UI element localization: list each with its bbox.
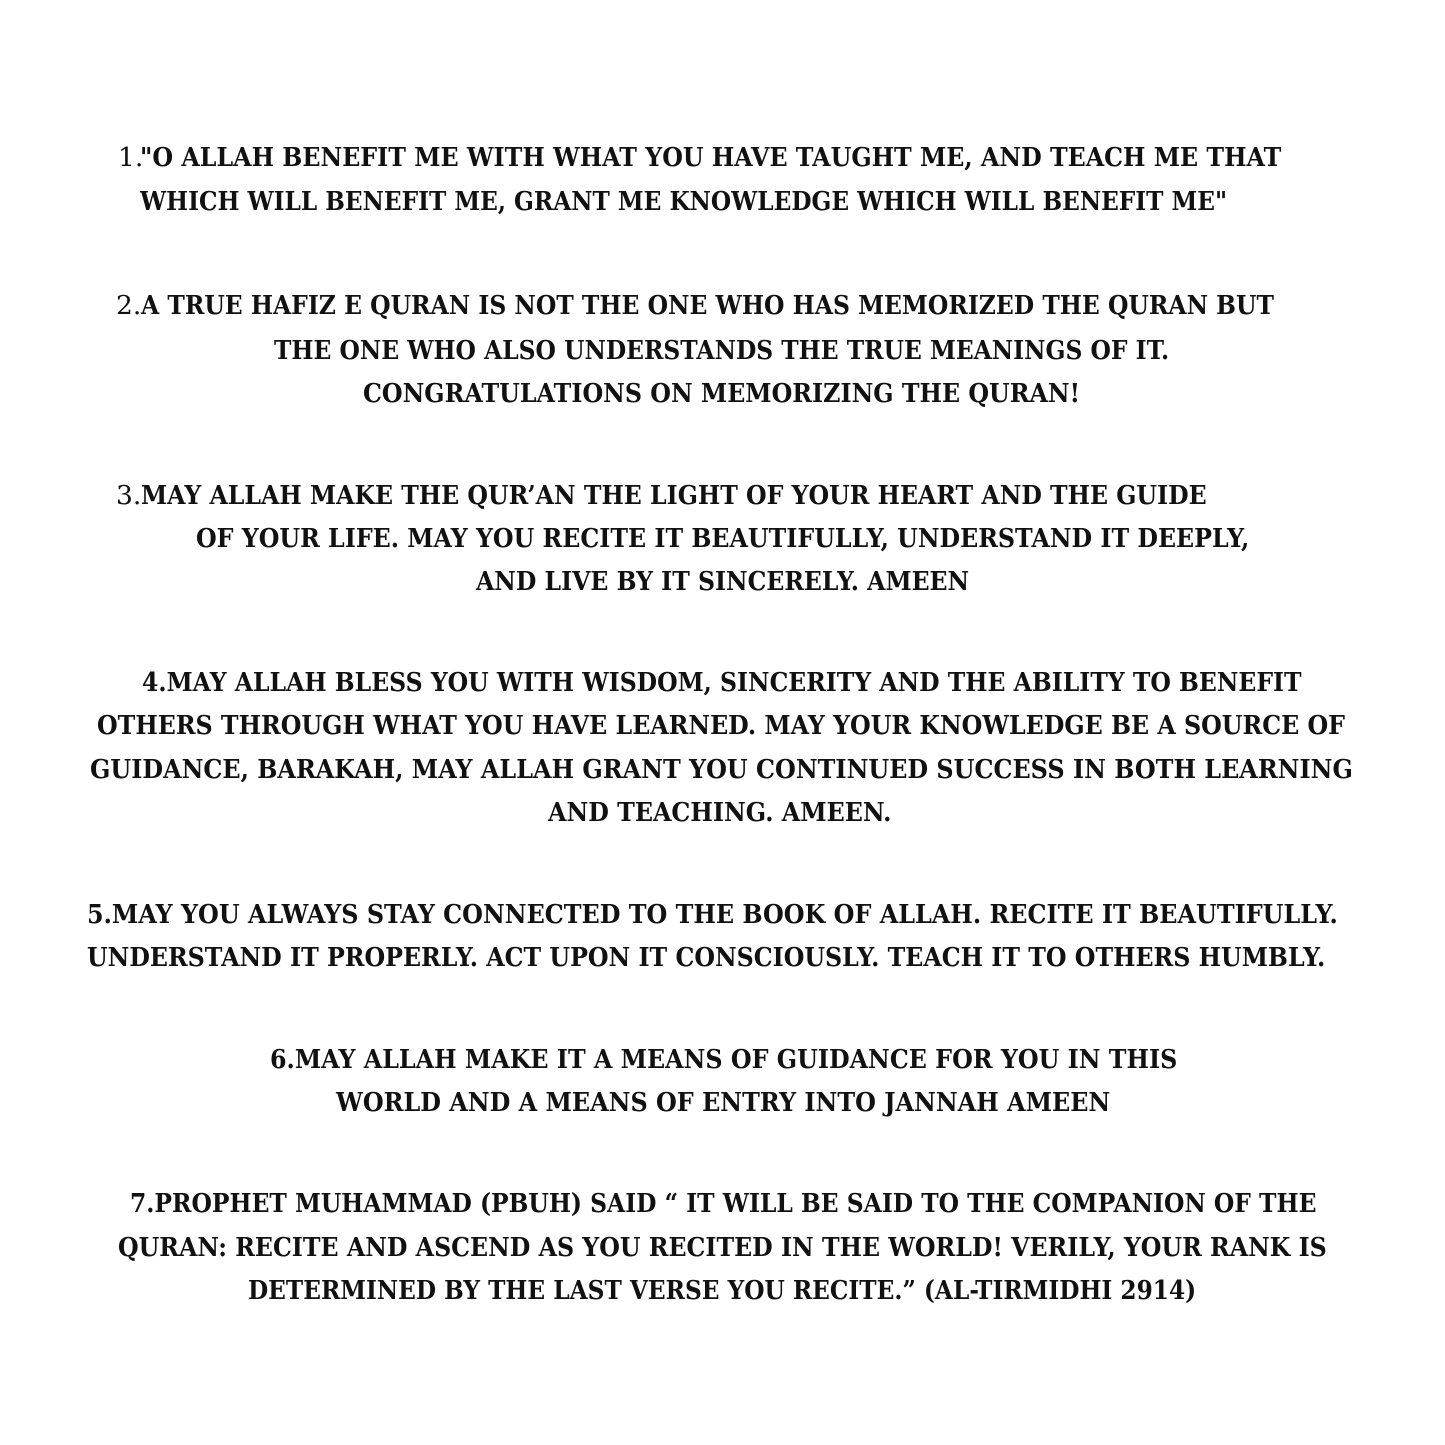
wish-7-line-3: DETERMINED BY THE LAST VERSE YOU RECITE.” (AL-TIRMIDHI 2914) [248, 1275, 1197, 1306]
wish-3-line-2: OF YOUR LIFE. MAY YOU RECITE IT BEAUTIFULLY, UNDERSTAND IT DEEPLY, [196, 523, 1250, 554]
wish-2-number: 2. [116, 290, 142, 321]
wish-1-line-1: "O ALLAH BENEFIT ME WITH WHAT YOU HAVE TAUGHT ME, AND TEACH ME THAT [140, 142, 1282, 173]
wish-2-line-2: THE ONE WHO ALSO UNDERSTANDS THE TRUE MEANINGS OF IT. [274, 335, 1170, 366]
wish-3-line-1: MAY ALLAH MAKE THE QUR’AN THE LIGHT OF YOUR HEART AND THE GUIDE [141, 480, 1207, 511]
wish-3-line-3: AND LIVE BY IT SINCERELY. AMEEN [476, 566, 970, 597]
wish-3-number: 3. [116, 480, 142, 511]
wish-5-line-1: 5.MAY YOU ALWAYS STAY CONNECTED TO THE BOOK OF ALLAH. RECITE IT BEAUTIFULLY. [87, 899, 1338, 930]
wish-1-line-2: WHICH WILL BENEFIT ME, GRANT ME KNOWLEDGE WHICH WILL BENEFIT ME" [140, 186, 1228, 217]
wish-4-line-4: AND TEACHING. AMEEN. [548, 797, 892, 828]
wish-2-line-1: A TRUE HAFIZ E QURAN IS NOT THE ONE WHO HAS MEMORIZED THE QURAN BUT [141, 290, 1274, 321]
wish-6-line-2: WORLD AND A MEANS OF ENTRY INTO JANNAH AMEEN [336, 1087, 1111, 1118]
wish-4-line-3: GUIDANCE, BARAKAH, MAY ALLAH GRANT YOU CONTINUED SUCCESS IN BOTH LEARNING [90, 754, 1353, 785]
wish-1-number: 1. [118, 142, 144, 173]
wish-7-line-2: QURAN: RECITE AND ASCEND AS YOU RECITED IN THE WORLD! VERILY, YOUR RANK IS [118, 1232, 1327, 1263]
wish-5-line-2: UNDERSTAND IT PROPERLY. ACT UPON IT CONSCIOUSLY. TEACH IT TO OTHERS HUMBLY. [87, 942, 1326, 973]
wish-4-line-1: 4.MAY ALLAH BLESS YOU WITH WISDOM, SINCERITY AND THE ABILITY TO BENEFIT [142, 667, 1302, 698]
wish-4-line-2: OTHERS THROUGH WHAT YOU HAVE LEARNED. MAY YOUR KNOWLEDGE BE A SOURCE OF [97, 710, 1345, 741]
wish-6-line-1: 6.MAY ALLAH MAKE IT A MEANS OF GUIDANCE FOR YOU IN THIS [270, 1044, 1178, 1075]
wish-2-line-3: CONGRATULATIONS ON MEMORIZING THE QURAN! [363, 378, 1081, 409]
wish-7-line-1: 7.PROPHET MUHAMMAD (PBUH) SAID “ IT WILL BE SAID TO THE COMPANION OF THE [130, 1188, 1317, 1219]
